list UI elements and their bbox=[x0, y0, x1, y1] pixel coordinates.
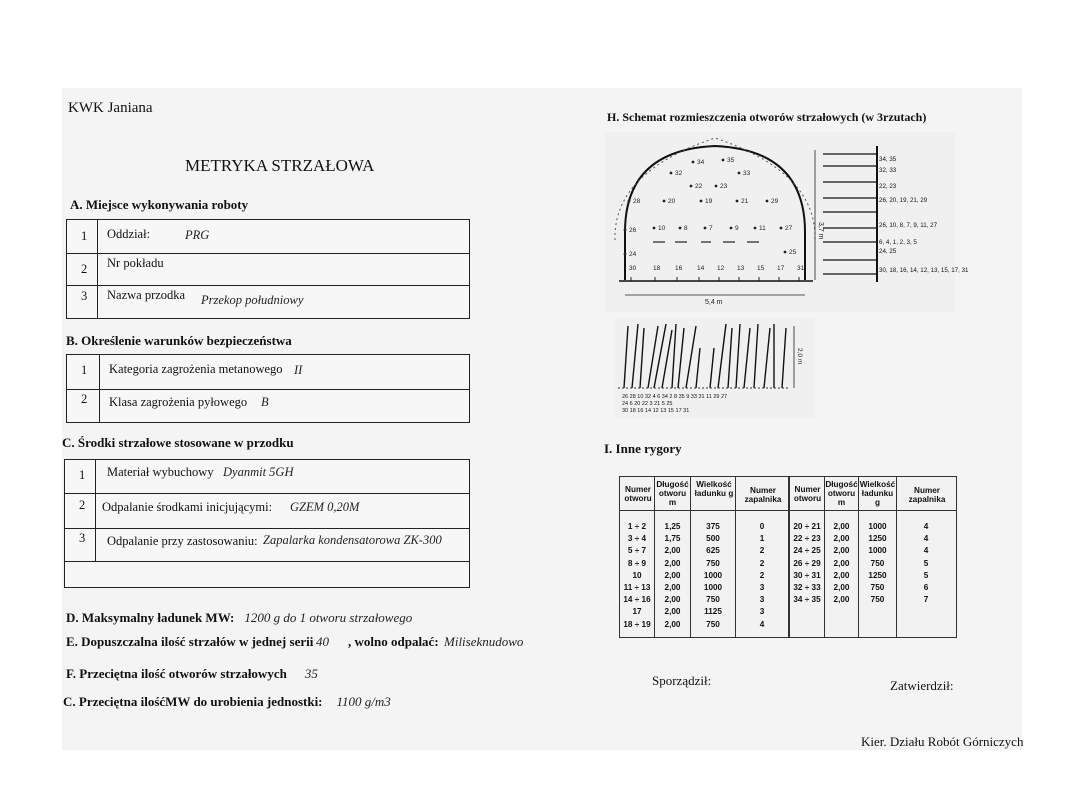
section-h-heading: H. Schemat rozmieszczenia otworów strzałowych (w 3rzutach) bbox=[607, 110, 927, 124]
table-cell: 750 bbox=[706, 558, 720, 568]
section-e: E. Dopuszczalna ilość strzałów w jednej serii 40 , wolno odpalać: Miliseknudowo bbox=[66, 634, 524, 649]
table-cell: 2,00 bbox=[833, 534, 850, 544]
group-label: 30, 18, 16, 14, 12, 13, 15, 17, 31 bbox=[879, 267, 969, 274]
table-cell: 26 ÷ 29 bbox=[793, 558, 821, 568]
hole-label: 33 bbox=[743, 170, 751, 177]
table-cell: 2 bbox=[759, 558, 765, 568]
table-cell: 625 bbox=[706, 546, 720, 556]
table-row: 1 Oddział: PRG bbox=[67, 220, 469, 254]
table-row bbox=[620, 559, 788, 571]
hole-label: 10 bbox=[658, 225, 666, 232]
hole-label: 24 bbox=[629, 251, 637, 258]
hole-label: 30 bbox=[629, 265, 637, 272]
table-row bbox=[620, 522, 788, 534]
group-label: 26, 10, 8, 7, 9, 11, 27 bbox=[879, 222, 938, 229]
column-header: Numer otworu bbox=[793, 485, 822, 503]
prepared-by-label: Sporządził: bbox=[652, 673, 712, 688]
height-label: 3,7 m bbox=[817, 222, 824, 240]
table-cell: 10 bbox=[632, 570, 642, 580]
table-row bbox=[620, 571, 788, 583]
hole-label: 26 bbox=[629, 227, 637, 234]
table-cell: 4 bbox=[759, 619, 765, 629]
table-cell: 4 bbox=[923, 546, 929, 556]
table-cell: 14 ÷ 16 bbox=[623, 595, 651, 605]
table-cell: 1,25 bbox=[664, 522, 681, 531]
table-cell: 750 bbox=[706, 619, 720, 629]
section-g: C. Przeciętna ilośćMW do urobienia jednostki: 1100 g/m3 bbox=[63, 694, 391, 709]
table-cell: 4 bbox=[923, 534, 929, 544]
table-row bbox=[620, 620, 788, 632]
mine-name: KWK Janiana bbox=[68, 100, 153, 116]
table-row: 3 Nazwa przodka Przekop południowy bbox=[81, 288, 304, 307]
table-cell: 1000 bbox=[703, 570, 723, 580]
column-header: Numer zapalnika bbox=[744, 486, 782, 504]
section-d: D. Maksymalny ładunek MW: 1200 g do 1 otworu strzałowego bbox=[66, 610, 413, 625]
table-cell: 30 ÷ 31 bbox=[793, 570, 821, 580]
column-header: Długość otworu m bbox=[656, 480, 689, 507]
hole-label: 23 bbox=[720, 183, 728, 190]
hole-label: 14 bbox=[697, 265, 705, 272]
table-row: 3 Odpalanie przy zastosowaniu: Zapalarka kondensatorowa ZK-300 bbox=[65, 528, 469, 562]
hole-label: 18 bbox=[653, 265, 661, 272]
side-numbers: 30 18 16 14 12 13 15 17 31 bbox=[622, 408, 690, 414]
table-cell: 2 bbox=[759, 546, 765, 556]
blast-side-diagram bbox=[614, 318, 814, 418]
table-row bbox=[620, 595, 788, 607]
table-cell: 1 ÷ 2 bbox=[627, 522, 647, 531]
table-cell: 750 bbox=[870, 595, 885, 605]
table-cell: 34 ÷ 35 bbox=[793, 595, 821, 605]
table-cell: 17 bbox=[632, 607, 642, 617]
section-a-table bbox=[66, 219, 470, 319]
side-numbers: 24 6 20 22 3 21 5 25 bbox=[622, 401, 673, 407]
table-row bbox=[620, 583, 788, 595]
table-row bbox=[620, 534, 788, 546]
hole-label: 31 bbox=[797, 265, 805, 272]
table-cell: 750 bbox=[870, 558, 885, 568]
column-header: Numer otworu bbox=[624, 485, 652, 503]
hole-label: 28 bbox=[633, 198, 641, 205]
table-cell: 2,00 bbox=[664, 583, 681, 592]
table-cell: 3 bbox=[759, 595, 765, 605]
table-row: 2 Nr pokładu bbox=[67, 253, 469, 286]
table-cell: 4 bbox=[923, 522, 929, 531]
table-cell: 2,00 bbox=[664, 570, 681, 580]
hole-label: 17 bbox=[777, 265, 785, 272]
group-label: 6, 4, 1, 2, 3, 5 bbox=[879, 239, 917, 246]
hole-label: 25 bbox=[789, 249, 797, 256]
table-cell: 22 ÷ 23 bbox=[793, 534, 821, 544]
table-row bbox=[790, 583, 956, 595]
table-cell: 5 bbox=[923, 570, 929, 580]
table-cell: 2,00 bbox=[833, 583, 850, 592]
hole-label: 20 bbox=[668, 198, 676, 205]
hole-label: 34 bbox=[697, 159, 705, 166]
table-row bbox=[790, 571, 956, 583]
table-cell: 7 bbox=[923, 595, 929, 605]
hole-label: 22 bbox=[695, 183, 703, 190]
table-cell: 18 ÷ 19 bbox=[623, 619, 651, 629]
table-cell: 1125 bbox=[704, 607, 722, 617]
table-cell: 1250 bbox=[868, 570, 887, 580]
hole-label: 13 bbox=[737, 265, 745, 272]
table-cell: 1,75 bbox=[664, 534, 681, 544]
table-cell: 750 bbox=[870, 583, 885, 592]
table-cell: 750 bbox=[706, 595, 720, 605]
hole-label: 12 bbox=[717, 265, 725, 272]
group-label: 34, 35 bbox=[879, 156, 897, 163]
table-cell: 2,00 bbox=[833, 595, 850, 605]
table-cell: 1250 bbox=[868, 534, 887, 544]
table-row bbox=[790, 595, 956, 607]
table-cell: 5 ÷ 7 bbox=[627, 546, 647, 556]
hole-label: 35 bbox=[727, 157, 735, 164]
group-label: 24, 25 bbox=[879, 248, 897, 255]
hole-label: 9 bbox=[735, 225, 739, 232]
section-b-table bbox=[66, 354, 470, 423]
rules-table bbox=[619, 476, 957, 638]
table-cell: 2,00 bbox=[664, 607, 681, 617]
hole-label: 15 bbox=[757, 265, 765, 272]
table-cell: 3 bbox=[759, 607, 765, 617]
approved-by-label: Zatwierdził: bbox=[890, 678, 954, 693]
hole-label: 16 bbox=[675, 265, 683, 272]
table-cell: 1 bbox=[759, 534, 765, 544]
table-cell: 2,00 bbox=[664, 619, 681, 629]
hole-label: 29 bbox=[771, 198, 779, 205]
group-label: 26, 20, 19, 21, 29 bbox=[879, 197, 928, 204]
table-row bbox=[620, 546, 788, 558]
table-cell: 24 ÷ 25 bbox=[793, 546, 821, 556]
table-cell: 1000 bbox=[868, 546, 887, 556]
signer-title: Kier. Działu Robót Górniczych bbox=[861, 734, 1024, 749]
table-cell: 32 ÷ 33 bbox=[793, 583, 821, 592]
side-numbers: 26 28 10 32 4 6 34 2 8 35 9 33 31 11 29 27 bbox=[622, 394, 728, 400]
section-a-heading: A. Miejsce wykonywania roboty bbox=[70, 197, 249, 212]
table-row-empty bbox=[65, 561, 469, 587]
section-f: F. Przeciętna ilość otworów strzałowych 35 bbox=[66, 666, 318, 681]
table-cell: 20 ÷ 21 bbox=[793, 522, 821, 531]
hole-label: 32 bbox=[675, 170, 683, 177]
table-cell: 2,00 bbox=[833, 570, 850, 580]
column-header: Długość otworu m bbox=[825, 480, 858, 507]
section-i-heading: I. Inne rygory bbox=[604, 441, 682, 456]
section-c-table bbox=[64, 459, 470, 588]
hole-label: 19 bbox=[705, 198, 713, 205]
table-row bbox=[790, 546, 956, 558]
section-b-heading: B. Określenie warunków bezpieczeństwa bbox=[66, 333, 292, 348]
group-label: 32, 33 bbox=[879, 167, 897, 174]
hole-label: 27 bbox=[785, 225, 793, 232]
table-row: 2 Klasa zagrożenia pyłowego B bbox=[81, 392, 269, 409]
hole-label: 7 bbox=[709, 225, 713, 232]
table-cell: 2,00 bbox=[833, 546, 850, 556]
table-cell: 1000 bbox=[868, 522, 887, 531]
hole-label: 8 bbox=[684, 225, 688, 232]
table-row bbox=[790, 522, 956, 534]
table-cell: 500 bbox=[706, 534, 720, 544]
section-c-heading: C. Środki strzałowe stosowane w przodku bbox=[62, 435, 294, 450]
group-label: 22, 23 bbox=[879, 183, 897, 190]
table-cell: 2,00 bbox=[664, 595, 681, 605]
blast-face-diagram bbox=[605, 132, 969, 312]
table-cell: 11 ÷ 13 bbox=[623, 583, 651, 592]
table-cell: 2,00 bbox=[833, 558, 850, 568]
table-cell: 2 bbox=[759, 570, 765, 580]
table-cell: 8 ÷ 9 bbox=[627, 558, 647, 568]
table-row: 1 Materiał wybuchowy Dyanmit 5GH bbox=[65, 460, 469, 494]
table-cell: 6 bbox=[923, 583, 929, 592]
depth-label: 2,0 m bbox=[796, 348, 803, 365]
table-cell: 5 bbox=[923, 558, 929, 568]
table-cell: 0 bbox=[759, 522, 765, 531]
table-cell: 2,00 bbox=[664, 558, 681, 568]
table-row: 1 Kategoria zagrożenia metanowego II bbox=[67, 355, 469, 390]
table-cell: 3 ÷ 4 bbox=[627, 534, 647, 544]
width-label: 5,4 m bbox=[705, 299, 723, 306]
table-cell: 3 bbox=[759, 583, 765, 592]
page-title: METRYKA STRZAŁOWA bbox=[185, 156, 375, 175]
column-header: Wielkość ładunku g bbox=[859, 480, 896, 507]
table-row: 2 Odpalanie środkami inicjującymi: GZEM 0,20M bbox=[65, 493, 469, 529]
column-header: Wielkość ładunku g bbox=[694, 480, 734, 498]
hole-label: 21 bbox=[741, 198, 749, 205]
table-row bbox=[620, 607, 788, 619]
table-row bbox=[790, 559, 956, 571]
table-cell: 375 bbox=[706, 522, 720, 531]
hole-label: 11 bbox=[759, 225, 766, 232]
table-row bbox=[790, 534, 956, 546]
table-cell: 1000 bbox=[703, 583, 723, 592]
table-cell: 2,00 bbox=[833, 522, 850, 531]
column-header: Numer zapalnika bbox=[908, 486, 946, 504]
table-cell: 2,00 bbox=[664, 546, 681, 556]
